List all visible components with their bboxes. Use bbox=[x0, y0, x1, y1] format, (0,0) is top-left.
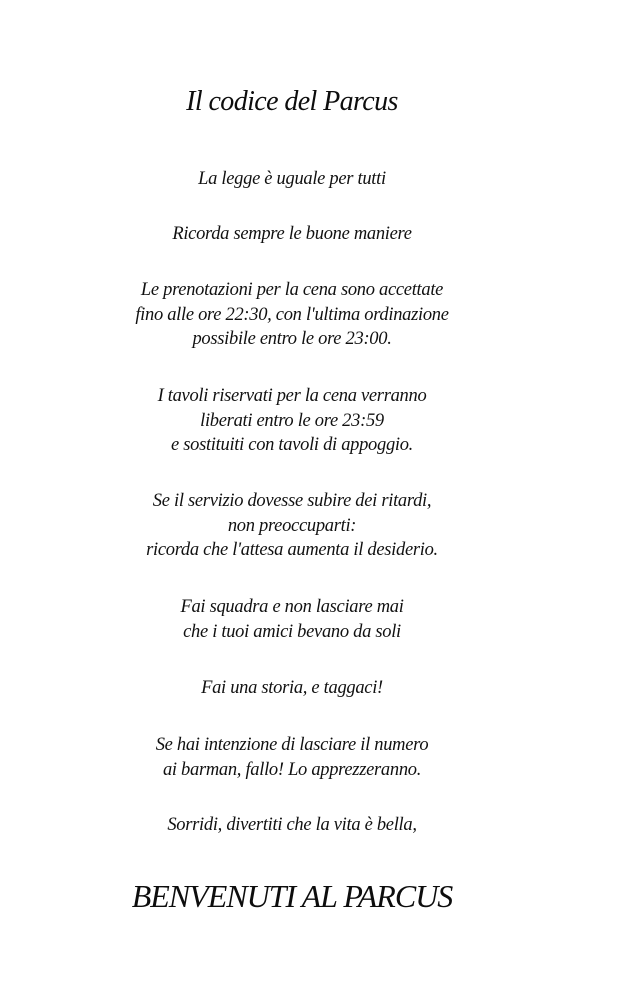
rule-line: Fai una storia, e taggaci! bbox=[201, 678, 383, 698]
rule-line: Sorridi, divertiti che la vita è bella, bbox=[167, 815, 417, 835]
rule-line: Se hai intenzione di lasciare il numero bbox=[155, 735, 429, 755]
rule-service-delays bbox=[0, 489, 584, 563]
closing-welcome: BENVENUTI AL PARCUS bbox=[131, 878, 453, 914]
rule-line: non preoccuparti: bbox=[227, 515, 357, 536]
rule-line: fino alle ore 22:30, con l'ultima ordinazione bbox=[135, 304, 449, 325]
rule-line: Ricorda sempre le buone maniere bbox=[172, 224, 412, 244]
rule-line: Fai squadra e non lasciare mai bbox=[180, 597, 404, 617]
rule-line: e sostituiti con tavoli di appoggio. bbox=[170, 435, 414, 455]
rule-good-manners bbox=[0, 222, 584, 247]
rule-line: che i tuoi amici bevano da soli bbox=[183, 621, 401, 642]
page-title: Il codice del Parcus bbox=[186, 86, 398, 117]
rule-line: I tavoli riservati per la cena verranno bbox=[157, 386, 427, 406]
rule-line: liberati entro le ore 23:59 bbox=[200, 410, 384, 431]
rule-line: possibile entro le ore 23:00. bbox=[192, 329, 392, 349]
rule-barman-number bbox=[0, 733, 584, 782]
rule-line: ricorda che l'attesa aumenta il desiderio. bbox=[146, 540, 438, 560]
rule-reservations bbox=[0, 278, 584, 352]
rule-line: Le prenotazioni per la cena sono accettate bbox=[140, 280, 444, 300]
rule-line: La legge è uguale per tutti bbox=[198, 169, 386, 189]
rule-equal-law bbox=[0, 167, 584, 192]
rule-team-up bbox=[0, 595, 584, 644]
rule-story-tag bbox=[0, 676, 584, 701]
rule-line: ai barman, fallo! Lo apprezzeranno. bbox=[162, 759, 422, 780]
rule-reserved-tables bbox=[0, 384, 584, 458]
rule-smile bbox=[0, 813, 584, 838]
rule-line: Se il servizio dovesse subire dei ritardi, bbox=[152, 491, 432, 511]
